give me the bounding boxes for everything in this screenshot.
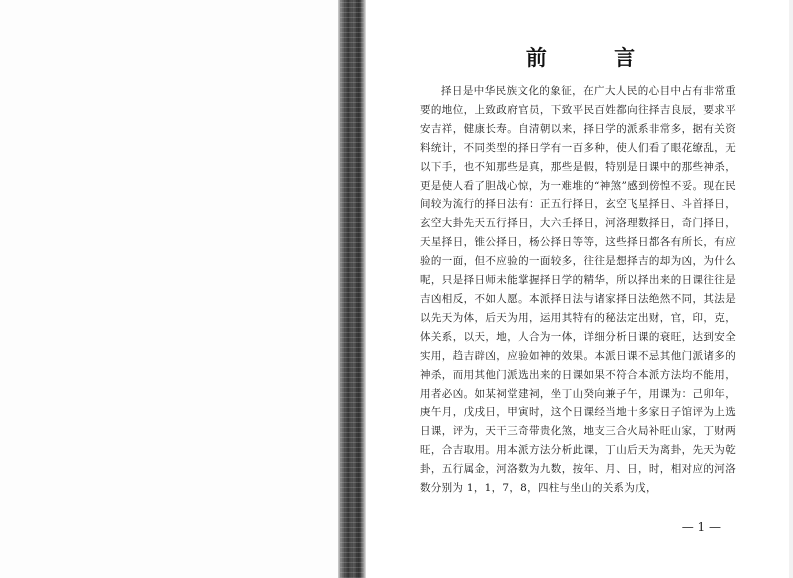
page-edge <box>789 0 793 578</box>
body-text <box>420 82 736 498</box>
book-spine-texture <box>340 0 364 578</box>
left-blank-page <box>0 0 340 578</box>
preface-paragraph: 择日是中华民族文化的象征，在广大人民的心目中占有非常重要的地位，上致政府官员，下致平民百姓都向往择吉良辰，要求平安吉祥，健康长寿。自清朝以来，择日学的派系非常多，据有关资料统计，不同类型的择日学有一百多种，使人们看了眼花缭乱，无以下手，也不知那些是真，那些是假，特别是日课中的那些神杀，更是使人看了胆战心惊，为一难堆的“神煞”感到傍惶不妥。现在民间较为流行的择日法有：正五行择日，玄空飞星择日、斗首择日，玄空大卦先天五行择日，大六壬择日，河洛理数择日，奇门择日，天星择日，锥公择日，杨公择日等等，这些择日都各有所长，有应验的一面，但不应验的一面较多，往往是想择吉的却为凶，为什么呢，只是择日师未能掌握择日学的精华，所以择出来的日课往往是吉凶相反，不如人愿。本派择日法与诸家择日法绝然不同，其法是以先天为体，后天为用，运用其特有的秘法定出财，官，印，克，体关系，以天，地，人合为一体，详细分析日课的衰旺，达到安全实用，趋吉辟凶，应验如神的效果。本派日课不忌其他门派诸多的神杀，而用其他门派选出来的日课如果不符合本派方法均不能用，用者必凶。如某祠堂建祠，坐丁山癸向兼子午，用课为：己卯年，庚午月，戊戌日，甲寅时，这个日课经当地十多家日子馆评为上选日课，评为，天干三奇带贵化煞，地支三合火局补旺山家，丁财两旺，合吉取用。用本派方法分析此课，丁山后天为离卦，先天为乾卦，五行属金，河洛数为九数，按年、月、日，时，相对应的河洛数分别为 1，1，7，8，四柱与坐山的关系为戊， <box>420 85 736 495</box>
page-title: 前 言 <box>525 46 666 70</box>
right-text-page <box>368 0 793 578</box>
page-number: — 1 — <box>681 520 721 534</box>
